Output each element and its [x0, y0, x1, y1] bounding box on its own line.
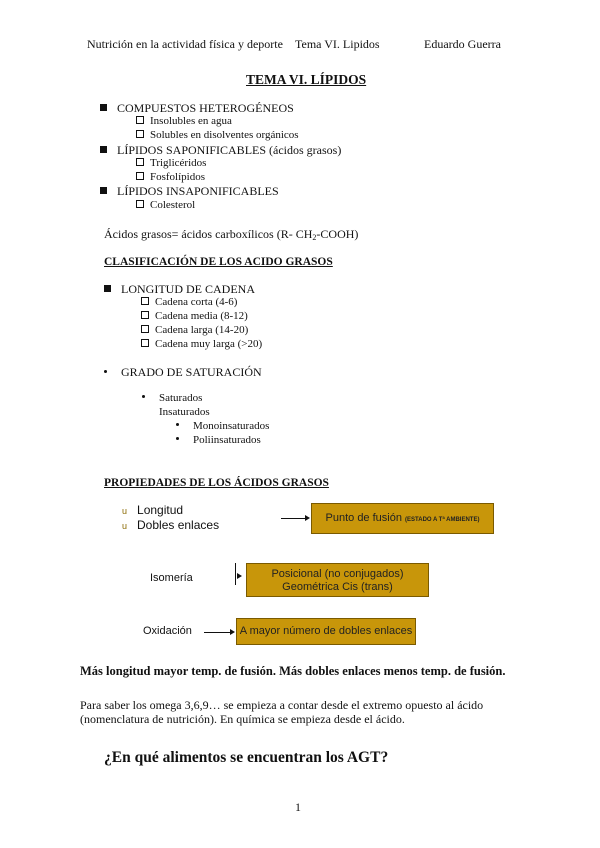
square-bullet-icon [100, 104, 107, 111]
page-number: 1 [295, 800, 301, 814]
arrow-icon [305, 515, 310, 521]
list-item: Cadena corta (4-6) [141, 296, 237, 308]
square-bullet-icon [104, 285, 111, 292]
list-item: Cadena larga (14-20) [141, 324, 248, 336]
diamond-bullet-icon: u [122, 521, 128, 531]
omega-line-1: Para saber los omega 3,6,9… se empieza a contar desde el extremo opuesto al ácido [80, 698, 484, 712]
dot-bullet-icon [176, 423, 179, 426]
list-item: Cadena muy larga (>20) [141, 338, 262, 350]
checkbox-icon [141, 325, 149, 333]
box-oxidacion: A mayor número de dobles enlaces [236, 618, 416, 645]
type-heterogeneos: COMPUESTOS HETEROGÉNEOS [100, 101, 294, 116]
list-item: Saturados [142, 392, 202, 404]
list-item: Insaturados [159, 406, 210, 418]
property-longitud: u Longitud [122, 503, 184, 517]
header-topic: Tema VI. Lipidos [295, 37, 380, 51]
square-bullet-icon [100, 187, 107, 194]
oxidacion-label: Oxidación [143, 625, 192, 637]
list-item: Fosfolípidos [136, 171, 205, 183]
list-item: Insolubles en agua [136, 115, 232, 127]
type-saponificables: LÍPIDOS SAPONIFICABLES (ácidos grasos) [100, 143, 341, 158]
box-punto-fusion: Punto de fusión (ESTADO A Tª AMBIENTE) [311, 503, 494, 534]
classification-heading: CLASIFICACIÓN DE LOS ACIDO GRASOS [104, 256, 333, 268]
dot-bullet-icon [176, 437, 179, 440]
list-item: Monoinsaturados [176, 420, 269, 432]
list-item: Poliinsaturados [176, 434, 261, 446]
header-author: Eduardo Guerra [424, 37, 501, 51]
arrow-line [204, 632, 230, 633]
properties-heading: PROPIEDADES DE LOS ÁCIDOS GRASOS [104, 477, 329, 489]
checkbox-icon [136, 200, 144, 208]
type-insaponificables: LÍPIDOS INSAPONIFICABLES [100, 184, 279, 199]
checkbox-icon [136, 130, 144, 138]
formula-line: Ácidos grasos= ácidos carboxílicos (R- $CH_2-COOH$) [104, 227, 359, 242]
summary-line: Más longitud mayor temp. de fusión. Más dobles enlaces menos temp. de fusión. [80, 664, 506, 678]
chain-length-label: LONGITUD DE CADENA [104, 282, 255, 297]
bracket-line [235, 563, 236, 585]
header-course: Nutrición en la actividad física y deporte [87, 37, 283, 51]
isomeria-label: Isomería [150, 572, 193, 584]
list-item: Colesterol [136, 199, 195, 211]
question-heading: ¿En qué alimentos se encuentran los AGT? [104, 749, 389, 766]
arrow-line [281, 518, 305, 519]
dot-bullet-icon [142, 395, 145, 398]
omega-line-2: (nomenclatura de nutrición). En química se empieza desde el ácido. [80, 712, 405, 726]
list-item: Cadena media (8-12) [141, 310, 248, 322]
checkbox-icon [136, 158, 144, 166]
checkbox-icon [141, 339, 149, 347]
arrow-icon [237, 573, 242, 579]
checkbox-icon [136, 172, 144, 180]
checkbox-icon [141, 311, 149, 319]
box-isomeria: Posicional (no conjugados) Geométrica Cis (trans) [246, 563, 429, 597]
list-item: Solubles en disolventes orgánicos [136, 129, 299, 141]
dot-bullet-icon [104, 370, 107, 373]
list-item: Triglicéridos [136, 157, 206, 169]
arrow-icon [230, 629, 235, 635]
checkbox-icon [136, 116, 144, 124]
saturation-label: GRADO DE SATURACIÓN [104, 365, 262, 380]
property-dobles-enlaces: u Dobles enlaces [122, 518, 220, 532]
checkbox-icon [141, 297, 149, 305]
page-title: TEMA VI. LÍPIDOS [246, 72, 367, 87]
diamond-bullet-icon: u [122, 506, 128, 516]
square-bullet-icon [100, 146, 107, 153]
